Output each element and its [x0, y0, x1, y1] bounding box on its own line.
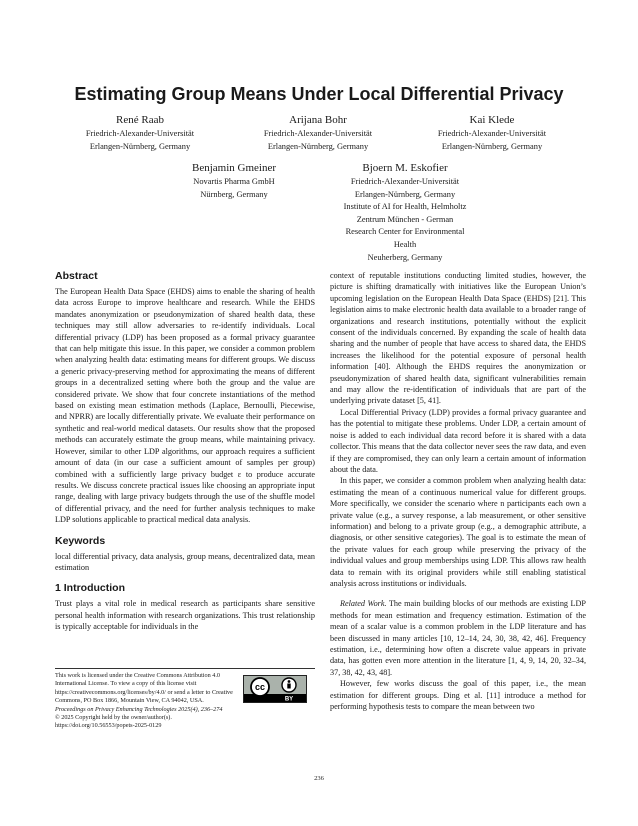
author-name: Bjoern M. Eskofier: [362, 162, 448, 174]
left-column: [55, 270, 315, 633]
author-name: René Raab: [116, 114, 164, 126]
related-work-label: Related Work.: [340, 599, 387, 609]
author-affiliation: Zentrum München - German: [356, 214, 454, 224]
author-affiliation: Research Center for Environmental: [345, 227, 465, 237]
author-affiliation: Erlangen-Nürnberg, Germany: [267, 141, 369, 151]
keywords-text: local differential privacy, data analysis, group means, decentralized data, mean estimation: [55, 551, 315, 572]
abstract-heading: Abstract: [55, 270, 98, 282]
abstract-text: The European Health Data Space (EHDS) aims to enable the sharing of health data across Europe to improve healthcare and research. While the EHDS mandates anonymization or pseudonymization of shared health data, these techniques may still allow adversaries to re-identify individuals. Local differential privacy (LDP) has been proposed as a formal privacy guarantee that can help mitigate this issue. In this paper, we consider a common problem when analyzing health data: estimating means for different groups. We discuss a generic privacy-preserving method for approximating the means of different groups in a decentralized setting where both the group and the value are considered private. We show that four concrete instantiations of the method based on existing mean estimation methods (Laplace, Bernoulli, Piecewise, and NPRR) are locally differentially private. We evaluate their performance on synthetic and real-world medical datasets. Our results show that the proposed methods can accurately estimate the group means, while maintaining privacy. However, similar to other LDP algorithms, our approach requires a sufficient amount of data (in our case a sufficient amount of samples per group) combined with a sufficiently large privacy budget ε to produce accurate results. We discuss concrete practical issues like choosing an appropriate input range, dealing with large privacy budgets through the use of the shuffle model of differential privacy, and the need for further analysis techniques to make LDP solutions applicable to practical medical data analysis.: [55, 287, 315, 525]
author-name: Benjamin Gmeiner: [191, 162, 276, 174]
right-column: [330, 270, 586, 712]
related-work-paragraph: [330, 598, 586, 678]
license-footnote: [55, 668, 315, 731]
author-affiliation: Health: [393, 239, 417, 249]
intro-paragraph-2: Local Differential Privacy (LDP) provides a formal privacy guarantee and has the potential to mitigate these problems. Under LDP, a certain amount of noise is added to each individual data record before it is shared with a data collector. This means that the data collector never sees the raw data, and even if they are compromised, they can only learn a certain amount of information about the data.: [330, 407, 586, 474]
author-affiliation: Erlangen-Nürnberg, Germany: [89, 141, 191, 151]
author-block-1: [60, 112, 220, 153]
license-statement: This work is licensed under the Creative Commons Attribution 4.0 International License. To view a copy of this license visit https://creativecommons.org/licenses/by/4.0/ or send a letter to Creative Commons, PO Box 1866, Mountain View, CA 94042, USA.: [55, 672, 233, 705]
introduction-text: Trust plays a vital role in medical research as participants share sensitive personal health information with research organizations. This trust relationship is typically acceptable for individuals in the: [55, 599, 315, 632]
author-affiliation: Neuherberg, Germany: [367, 252, 443, 262]
copyright-line: © 2025 Copyright held by the owner/author(s).: [55, 714, 172, 722]
cc-by-logo-icon: [244, 676, 306, 702]
related-work-text: The main building blocks of our methods are existing LDP methods for mean estimation and frequency estimation. Estimation of the mean of a scalar value is a common problem in the LDP literature and has been discussed in many articles [10, 12–14, 24, 30, 38, 42, 46]. Frequency estimation, i.e., determining how often a discrete value appears in private data, has gotten even more attention in the literature [1, 4, 9, 14, 20, 32–34, 37, 38, 42, 43, 48].: [330, 599, 586, 677]
author-affiliation: Nürnberg, Germany: [200, 189, 268, 199]
author-name: Kai Klede: [469, 114, 515, 126]
author-affiliation: Friedrich-Alexander-Universität: [437, 129, 547, 138]
author-affiliation: Erlangen-Nürnberg, Germany: [441, 141, 543, 151]
svg-text:cc: cc: [254, 682, 266, 692]
author-block-2: [238, 112, 398, 153]
paper-title: Estimating Group Means Under Local Differential Privacy: [74, 84, 564, 104]
cc-by-license-badge: [243, 675, 307, 703]
intro-paragraph-1: context of reputable institutions conducting limited studies, however, the picture is shifting dramatically with initiatives like the European Union’s upcoming legislation on the European Health Data Space (EHDS) [21]. This legislation aims to make electronic health data available to a broader range of organizations and research institutions, potentially without the explicit consent of the individuals concerned. By expanding the scale of health data sharing and the number of people that have access to shared data, the EHDS increases the likelihood for the potential exposure of personal health information [40]. Although the EHDS requires the anonymization or pseudonymization of shared health data, significant vulnerabilities remain and may allow the re-identification of individuals that are part of the underlying private dataset [5, 41].: [330, 271, 586, 406]
author-block-3: [412, 112, 572, 153]
author-affiliation: Erlangen-Nürnberg, Germany: [354, 189, 456, 199]
proceedings-info: Proceedings on Privacy Enhancing Technologies 2025(4), 236–274: [55, 705, 223, 713]
keywords-heading: Keywords: [55, 534, 106, 547]
author-block-5: [320, 160, 490, 264]
author-affiliation: Friedrich-Alexander-Universität: [263, 129, 373, 138]
author-affiliation: Novartis Pharma GmbH: [193, 177, 275, 186]
author-affiliation: Friedrich-Alexander-Universität: [350, 177, 460, 186]
svg-text:BY: BY: [284, 696, 294, 702]
intro-paragraph-3: In this paper, we consider a common problem when analyzing health data: estimating the mean of a continuous numerical value for different groups. More specifically, we consider the scenario where n participants each own a private value (e.g., a survey response, a lab measurement, or other sensitive information) and belong to a private group (e.g., a demographic attribute, a diagnosis, or other sensitive categories). The goal is to estimate the mean of the private values for each group while preserving the privacy of the individual values and group memberships using LDP. This allows raw health data to remain with its original providers while still enabling statistical analysis across institutions or individuals.: [330, 476, 586, 588]
author-block-4: [154, 160, 314, 201]
author-affiliation: Friedrich-Alexander-Universität: [85, 129, 195, 138]
intro-paragraph-5: However, few works discuss the goal of this paper, i.e., the mean estimation for different groups. Ding et al. [11] introduce a method for performing hypothesis tests to compare the mean between two: [330, 679, 586, 712]
introduction-heading: 1 Introduction: [55, 582, 125, 595]
author-affiliation: Institute of AI for Health, Helmholtz: [343, 202, 467, 212]
author-name: Arijana Bohr: [289, 114, 347, 126]
doi-link[interactable]: https://doi.org/10.56553/popets-2025-0129: [55, 722, 162, 730]
page-number: 236: [314, 775, 324, 782]
